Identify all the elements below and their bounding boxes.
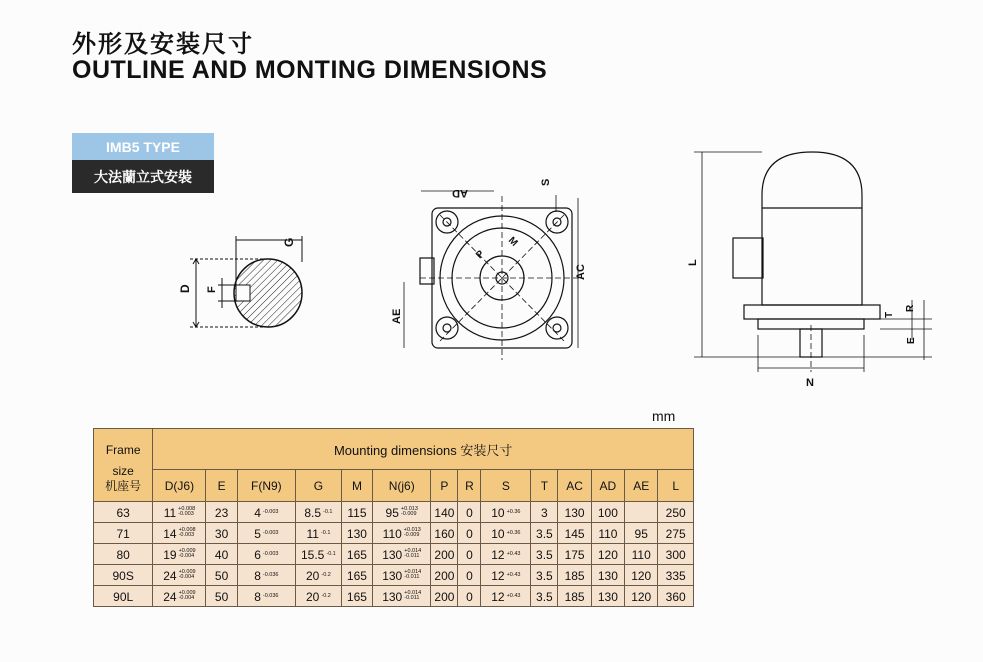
cell-r: 0: [458, 502, 481, 523]
tolerance: +0.013 -0.009: [400, 506, 418, 518]
tolerance: -0.2: [321, 572, 331, 579]
cell-f: 5 -0.003: [237, 523, 295, 544]
tolerance: +0.014 -0.011: [404, 590, 422, 602]
page-title-cn: 外形及安装尺寸: [72, 30, 254, 58]
cell-d: 11 +0.008 -0.003: [153, 502, 206, 523]
tolerance: -0.1: [326, 551, 336, 558]
cell-s: 10 +0.36: [481, 502, 531, 523]
tolerance: +0.009 -0.004: [178, 569, 196, 581]
cell-frame: 80: [94, 544, 153, 565]
cell-frame: 71: [94, 523, 153, 544]
label-ac: AC: [575, 264, 587, 280]
cell-d: 24 +0.009 -0.004: [153, 565, 206, 586]
table-row: [94, 586, 694, 607]
cell-n: 130 +0.014 -0.011: [373, 544, 431, 565]
cell-e: 30: [206, 523, 237, 544]
column-header: T: [531, 470, 558, 502]
cell-t: 3.5: [531, 565, 558, 586]
column-header: AC: [558, 470, 591, 502]
column-header: L: [658, 470, 694, 502]
tolerance: +0.43: [506, 551, 521, 558]
cell-ae: 120: [625, 586, 658, 607]
cell-n: 130 +0.014 -0.011: [373, 586, 431, 607]
cell-p: 160: [431, 523, 458, 544]
cell-p: 140: [431, 502, 458, 523]
cell-ad: 130: [591, 586, 624, 607]
column-header: S: [481, 470, 531, 502]
frame-header-label: Frame: [105, 443, 141, 457]
cell-ad: 100: [591, 502, 624, 523]
cell-s: 12 +0.43: [481, 586, 531, 607]
table-row: [94, 544, 694, 565]
cell-ac: 185: [558, 586, 591, 607]
frame-size-label: size: [112, 464, 134, 478]
cell-l: 275: [658, 523, 694, 544]
label-g: G: [282, 237, 296, 247]
cell-l: 335: [658, 565, 694, 586]
cell-s: 10 +0.36: [481, 523, 531, 544]
cell-ac: 185: [558, 565, 591, 586]
cell-ad: 120: [591, 544, 624, 565]
cell-m: 130: [341, 523, 372, 544]
column-header: AE: [625, 470, 658, 502]
tolerance: -0.2: [321, 593, 331, 600]
tolerance: +0.014 -0.011: [404, 548, 422, 560]
cell-t: 3.5: [531, 523, 558, 544]
tolerance: +0.008 -0.003: [178, 527, 196, 539]
column-header: M: [341, 470, 372, 502]
column-header: R: [458, 470, 481, 502]
terminal-box: [733, 238, 763, 278]
tolerance: +0.36: [506, 509, 521, 516]
table-row: [94, 523, 694, 544]
cell-g: 20 -0.2: [296, 565, 342, 586]
cell-ae: 95: [625, 523, 658, 544]
column-header-row: [94, 470, 694, 502]
cell-ae: [625, 502, 658, 523]
type-label-en: IMB5 TYPE: [72, 133, 214, 160]
cell-m: 165: [341, 586, 372, 607]
cell-t: 3.5: [531, 544, 558, 565]
cell-d: 14 +0.008 -0.003: [153, 523, 206, 544]
cell-m: 115: [341, 502, 372, 523]
cell-n: 95 +0.013 -0.009: [373, 502, 431, 523]
column-header: G: [296, 470, 342, 502]
cell-frame: 63: [94, 502, 153, 523]
tolerance: +0.013 -0.009: [403, 527, 421, 539]
cell-ad: 130: [591, 565, 624, 586]
cell-ac: 175: [558, 544, 591, 565]
tolerance: -0.003: [262, 530, 279, 537]
cell-ad: 110: [591, 523, 624, 544]
column-header: F(N9): [237, 470, 295, 502]
cell-ae: 110: [625, 544, 658, 565]
column-header: N(j6): [373, 470, 431, 502]
label-l: L: [687, 259, 699, 266]
cell-n: 130 +0.014 -0.011: [373, 565, 431, 586]
cell-p: 200: [431, 586, 458, 607]
cell-r: 0: [458, 544, 481, 565]
cell-m: 165: [341, 544, 372, 565]
label-ad: AD: [452, 187, 468, 199]
tolerance: -0.036: [262, 593, 279, 600]
cell-f: 8 -0.036: [237, 565, 295, 586]
label-m: M: [505, 235, 520, 249]
tolerance: +0.43: [506, 572, 521, 579]
cell-d: 24 +0.009 -0.004: [153, 586, 206, 607]
label-t: T: [884, 311, 895, 318]
tolerance: +0.36: [506, 530, 521, 537]
frame-cn-label: 机座号: [105, 479, 142, 493]
tolerance: +0.009 -0.004: [178, 590, 196, 602]
tolerance: -0.1: [320, 530, 331, 537]
tolerance: +0.43: [506, 593, 521, 600]
keyway: [236, 285, 250, 301]
tolerance: -0.036: [262, 572, 279, 579]
table-body: [94, 502, 694, 607]
dimensions-table: [93, 428, 694, 607]
cell-l: 300: [658, 544, 694, 565]
cell-g: 20 -0.2: [296, 586, 342, 607]
tolerance: -0.1: [323, 509, 333, 516]
column-header: D(J6): [153, 470, 206, 502]
cell-frame: 90S: [94, 565, 153, 586]
label-r: R: [905, 304, 916, 312]
cell-ac: 130: [558, 502, 591, 523]
cell-l: 360: [658, 586, 694, 607]
tolerance: +0.008 -0.003: [178, 506, 196, 518]
cell-f: 4 -0.003: [237, 502, 295, 523]
unit-label: mm: [652, 408, 676, 424]
label-p: P: [474, 248, 487, 262]
cell-e: 40: [206, 544, 237, 565]
shaft-section-drawing: [178, 236, 302, 327]
cell-p: 200: [431, 544, 458, 565]
mounting-dimensions-header: Mounting dimensions 安装尺寸: [153, 429, 694, 470]
cell-f: 6 -0.003: [237, 544, 295, 565]
label-f: F: [206, 286, 218, 293]
cell-e: 50: [206, 586, 237, 607]
frame-size-header: [94, 429, 153, 502]
cell-e: 23: [206, 502, 237, 523]
cell-frame: 90L: [94, 586, 153, 607]
cell-g: 8.5 -0.1: [296, 502, 342, 523]
cell-ac: 145: [558, 523, 591, 544]
cell-t: 3.5: [531, 586, 558, 607]
tolerance: -0.003: [262, 509, 279, 516]
column-header: P: [431, 470, 458, 502]
label-ae: AE: [391, 308, 403, 324]
cell-ae: 120: [625, 565, 658, 586]
cell-e: 50: [206, 565, 237, 586]
cell-s: 12 +0.43: [481, 565, 531, 586]
column-header: AD: [591, 470, 624, 502]
tolerance: +0.009 -0.004: [178, 548, 196, 560]
flange-front-view: [391, 179, 587, 360]
cell-n: 110 +0.013 -0.009: [373, 523, 431, 544]
table-row: [94, 502, 694, 523]
table-row: [94, 565, 694, 586]
label-s: S: [540, 178, 552, 186]
page-title-en: OUTLINE AND MONTING DIMENSIONS: [72, 56, 548, 84]
cell-g: 15.5 -0.1: [296, 544, 342, 565]
cell-l: 250: [658, 502, 694, 523]
column-header: E: [206, 470, 237, 502]
cell-s: 12 +0.43: [481, 544, 531, 565]
cell-m: 165: [341, 565, 372, 586]
cell-t: 3: [531, 502, 558, 523]
tolerance: +0.014 -0.011: [404, 569, 422, 581]
label-d: D: [178, 284, 192, 293]
cell-d: 19 +0.009 -0.004: [153, 544, 206, 565]
tolerance: -0.003: [262, 551, 279, 558]
cell-r: 0: [458, 523, 481, 544]
label-e: E: [906, 337, 917, 344]
cell-f: 8 -0.036: [237, 586, 295, 607]
motor-side-view: [687, 152, 932, 389]
cell-g: 11 -0.1: [296, 523, 342, 544]
cell-r: 0: [458, 586, 481, 607]
label-n: N: [806, 377, 814, 389]
cell-r: 0: [458, 565, 481, 586]
cell-p: 200: [431, 565, 458, 586]
type-label-cn: 大法蘭立式安裝: [72, 160, 214, 193]
